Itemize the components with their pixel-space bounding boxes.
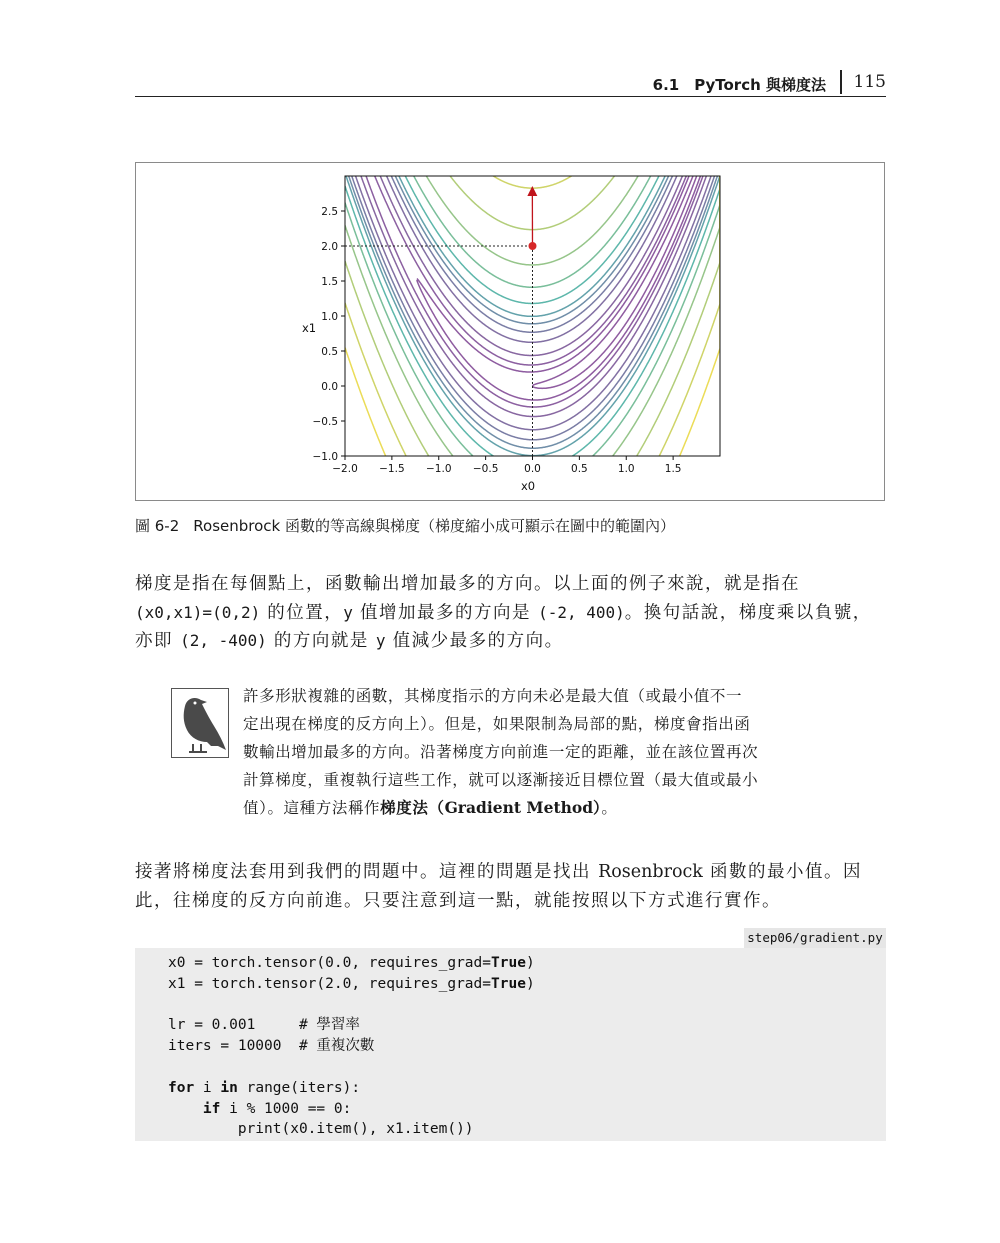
code-text: x1 = torch.tensor(2.0, requires_grad= xyxy=(168,975,492,992)
x-axis-label: x0 xyxy=(520,479,536,493)
text-span: 。 xyxy=(601,799,618,817)
text-line: 梯度是指在每個點上，函數輸出增加最多的方向。以上面的例子來說，就是指在 xyxy=(135,574,800,594)
x-tick-label: 0.5 xyxy=(571,463,588,475)
code-blank-line xyxy=(168,995,886,1016)
inline-code: y xyxy=(343,602,353,622)
note-line xyxy=(243,794,813,822)
header-section-title: 6.1 PyTorch 與梯度法 xyxy=(652,76,826,94)
code-text: ) xyxy=(525,975,535,992)
text-span: 的方向就是 xyxy=(266,631,376,651)
text-span: 值減少最多的方向。 xyxy=(385,631,564,651)
note-line: 數輸出增加最多的方向。沿著梯度方向前進一定的距離，並在該位置再次 xyxy=(243,743,759,761)
text-span: 接著將梯度法套用到我們的問題中。這裡的問題是找出 xyxy=(135,862,599,882)
x-tick-label: −1.0 xyxy=(426,463,452,475)
y-tick-label: 0.0 xyxy=(321,381,338,393)
gradient-marks xyxy=(527,186,537,250)
code-line xyxy=(168,953,886,974)
term-bold: 梯度法（ xyxy=(380,799,445,817)
code-line: print(x0.item(), x1.item()) xyxy=(168,1121,474,1138)
text-span: 值）。這種方法稱作 xyxy=(243,799,381,817)
code-text: i xyxy=(194,1079,221,1096)
header-divider xyxy=(840,70,842,94)
y-axis-label: x1 xyxy=(301,321,317,335)
code-line: iters = 10000 # 重複次數 xyxy=(168,1038,375,1055)
code-text: i % 1000 == 0: xyxy=(220,1100,352,1117)
code-indent xyxy=(168,1101,203,1117)
y-tick-label: −0.5 xyxy=(312,416,338,428)
running-header xyxy=(135,70,886,97)
note-line: 定出現在梯度的反方向上）。但是，如果限制為局部的點，梯度會指出函 xyxy=(243,715,751,733)
caption-text: Rosenbrock 函數的等高線與梯度（梯度縮小成可顯示在圖中的範圍內） xyxy=(193,517,675,535)
note-box xyxy=(243,682,813,822)
y-tick-label: 2.5 xyxy=(321,206,338,218)
y-tick-label: 1.5 xyxy=(321,276,338,288)
crow-icon xyxy=(171,688,229,758)
x-tick-label: −2.0 xyxy=(332,463,358,475)
code-text: range(iters): xyxy=(237,1079,361,1096)
code-filename-tab: step06/gradient.py xyxy=(744,928,886,948)
code-line xyxy=(168,974,886,995)
code-line: lr = 0.001 # 學習率 xyxy=(168,1017,360,1034)
text-span: 值增加最多的方向是 xyxy=(352,602,539,623)
text-span: 亦即 xyxy=(135,631,181,651)
page-number: 115 xyxy=(853,72,886,92)
contour-chart xyxy=(136,163,886,502)
code-line xyxy=(168,1078,886,1099)
y-tick-label: 1.0 xyxy=(321,311,338,323)
text-span: 的位置， xyxy=(260,602,344,623)
code-keyword: in xyxy=(220,1079,238,1096)
paragraph-gradient-definition xyxy=(135,570,887,656)
text-line xyxy=(135,599,887,628)
term-bold: ） xyxy=(593,799,602,817)
x-tick-label: 1.5 xyxy=(664,463,682,475)
data-point xyxy=(529,242,537,250)
text-span: 。換句話說，梯度乘以負號， xyxy=(624,602,872,623)
text-line xyxy=(135,858,887,887)
x-tick-label: 0.0 xyxy=(524,463,541,475)
code-text: x0 = torch.tensor(0.0, requires_grad= xyxy=(168,955,492,971)
code-keyword: True xyxy=(491,955,526,971)
text-line xyxy=(135,627,887,656)
code-text: ) xyxy=(525,955,535,971)
code-blank-line xyxy=(168,1057,886,1078)
inline-code: (x0,x1)=(0,2) xyxy=(135,602,261,622)
paragraph-apply-gradient xyxy=(135,858,887,915)
text-line: 此，往梯度的反方向前進。只要注意到這一點，就能按照以下方式進行實作。 xyxy=(135,890,781,911)
code-keyword: if xyxy=(202,1100,221,1117)
text-span: 函數的最小值。因 xyxy=(702,862,862,882)
term-bold-english: Gradient Method xyxy=(444,798,594,817)
note-line: 許多形狀複雜的函數，其梯度指示的方向未必是最大值（或最小值不一 xyxy=(243,687,743,705)
inline-code: (2, -400) xyxy=(180,631,267,650)
figure-frame xyxy=(135,162,885,501)
x-tick-label: −1.5 xyxy=(379,463,405,475)
figure-caption xyxy=(135,515,675,536)
x-tick-label: −0.5 xyxy=(472,463,499,475)
y-tick-label: −1.0 xyxy=(312,451,338,463)
note-line: 計算梯度，重複執行這些工作，就可以逐漸接近目標位置（最大值或最小 xyxy=(243,771,759,789)
inline-code: (-2, 400) xyxy=(538,602,625,622)
code-keyword: True xyxy=(491,975,526,992)
inline-code: y xyxy=(375,631,386,650)
x-tick-label: 1.0 xyxy=(617,463,635,475)
y-tick-label: 0.5 xyxy=(321,346,338,358)
caption-number: 圖 6-2 xyxy=(135,517,180,535)
code-block xyxy=(135,948,886,1141)
code-line xyxy=(168,1099,886,1120)
code-keyword: for xyxy=(168,1079,195,1096)
text-span-serif: Rosenbrock xyxy=(598,862,703,882)
y-tick-label: 2.0 xyxy=(321,241,338,253)
